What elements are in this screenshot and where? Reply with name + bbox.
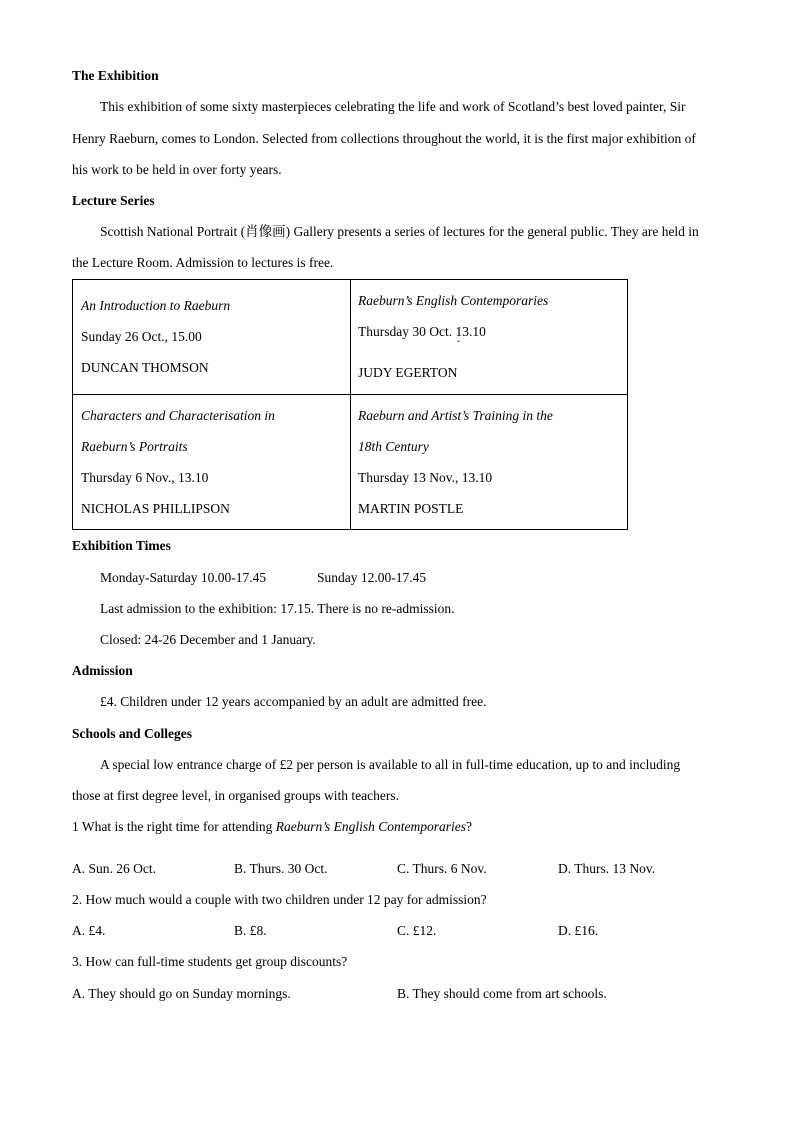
sunday-hours: Sunday 12.00-17.45 xyxy=(317,570,427,585)
schools-paragraph-line: those at first degree level, in organised groups with teachers. xyxy=(72,788,400,803)
exhibition-heading: The Exhibition xyxy=(72,68,159,83)
lecture-date: Thursday 13 Nov., 13.10 xyxy=(358,470,493,485)
closed-dates-text: Closed: 24-26 December and 1 January. xyxy=(100,632,316,647)
lecture-speaker: JUDY EGERTON xyxy=(358,365,458,380)
lecture-date: Thursday 30 Oct. 13.10 xyxy=(358,324,486,339)
lecture-series-paragraph-line: the Lecture Room. Admission to lectures is free. xyxy=(72,255,334,270)
lecture-title: Raeburn and Artist’s Training in the xyxy=(358,408,553,423)
answer-option: C. £12. xyxy=(397,923,437,938)
answer-option: B. Thurs. 30 Oct. xyxy=(234,861,328,876)
answer-option: B. £8. xyxy=(234,923,267,938)
schools-heading: Schools and Colleges xyxy=(72,726,193,741)
table-divider xyxy=(350,280,351,529)
answer-option: D. £16. xyxy=(558,923,599,938)
question-stem-italic: Raeburn’s English Contemporaries xyxy=(275,819,466,834)
answer-option: A. £4. xyxy=(72,923,106,938)
question-stem: 3. How can full-time students get group discounts? xyxy=(72,954,348,969)
lecture-speaker: MARTIN POSTLE xyxy=(358,501,464,516)
exhibition-paragraph-line: Henry Raeburn, comes to London. Selected from collections throughout the world, it is the first major exhibition of xyxy=(72,131,696,146)
lecture-title: Raeburn’s Portraits xyxy=(81,439,188,454)
lecture-date: Sunday 26 Oct., 15.00 xyxy=(81,329,202,344)
weekday-hours: Monday-Saturday 10.00-17.45 xyxy=(100,570,267,585)
table-divider xyxy=(73,394,627,395)
question-stem: 2. How much would a couple with two children under 12 pay for admission? xyxy=(72,892,487,907)
answer-option: D. Thurs. 13 Nov. xyxy=(558,861,656,876)
last-admission-text: Last admission to the exhibition: 17.15. There is no re-admission. xyxy=(100,601,455,616)
lecture-speaker: NICHOLAS PHILLIPSON xyxy=(81,501,230,516)
lecture-title: Characters and Characterisation in xyxy=(81,408,275,423)
exhibition-paragraph-line: his work to be held in over forty years. xyxy=(72,162,282,177)
lecture-series-heading: Lecture Series xyxy=(72,193,155,208)
question-stem xyxy=(72,818,472,836)
exhibition-paragraph-line: This exhibition of some sixty masterpieces celebrating the life and work of Scotland’s best loved painter, Sir xyxy=(100,99,686,114)
answer-option: A. Sun. 26 Oct. xyxy=(72,861,156,876)
answer-option: C. Thurs. 6 Nov. xyxy=(397,861,487,876)
admission-heading: Admission xyxy=(72,663,133,678)
lecture-title: 18th Century xyxy=(358,439,429,454)
stray-mark: ˇ xyxy=(457,339,460,349)
answer-option: A. They should go on Sunday mornings. xyxy=(72,986,291,1001)
schools-paragraph-line: A special low entrance charge of £2 per person is available to all in full-time education, up to and including xyxy=(100,757,681,772)
lecture-title: Raeburn’s English Contemporaries xyxy=(358,293,549,308)
admission-text: £4. Children under 12 years accompanied by an adult are admitted free. xyxy=(100,694,487,709)
lecture-title: An Introduction to Raeburn xyxy=(81,298,231,313)
answer-option: B. They should come from art schools. xyxy=(397,986,607,1001)
lecture-speaker: DUNCAN THOMSON xyxy=(81,360,209,375)
exhibition-times-heading: Exhibition Times xyxy=(72,538,171,553)
lecture-series-paragraph-line: Scottish National Portrait (肖像画) Gallery presents a series of lectures for the general public. They are held in xyxy=(100,224,699,239)
question-stem-text: 1 What is the right time for attending xyxy=(72,819,276,834)
question-stem-text: ? xyxy=(465,819,472,834)
lecture-date: Thursday 6 Nov., 13.10 xyxy=(81,470,209,485)
lecture-table xyxy=(72,279,628,530)
